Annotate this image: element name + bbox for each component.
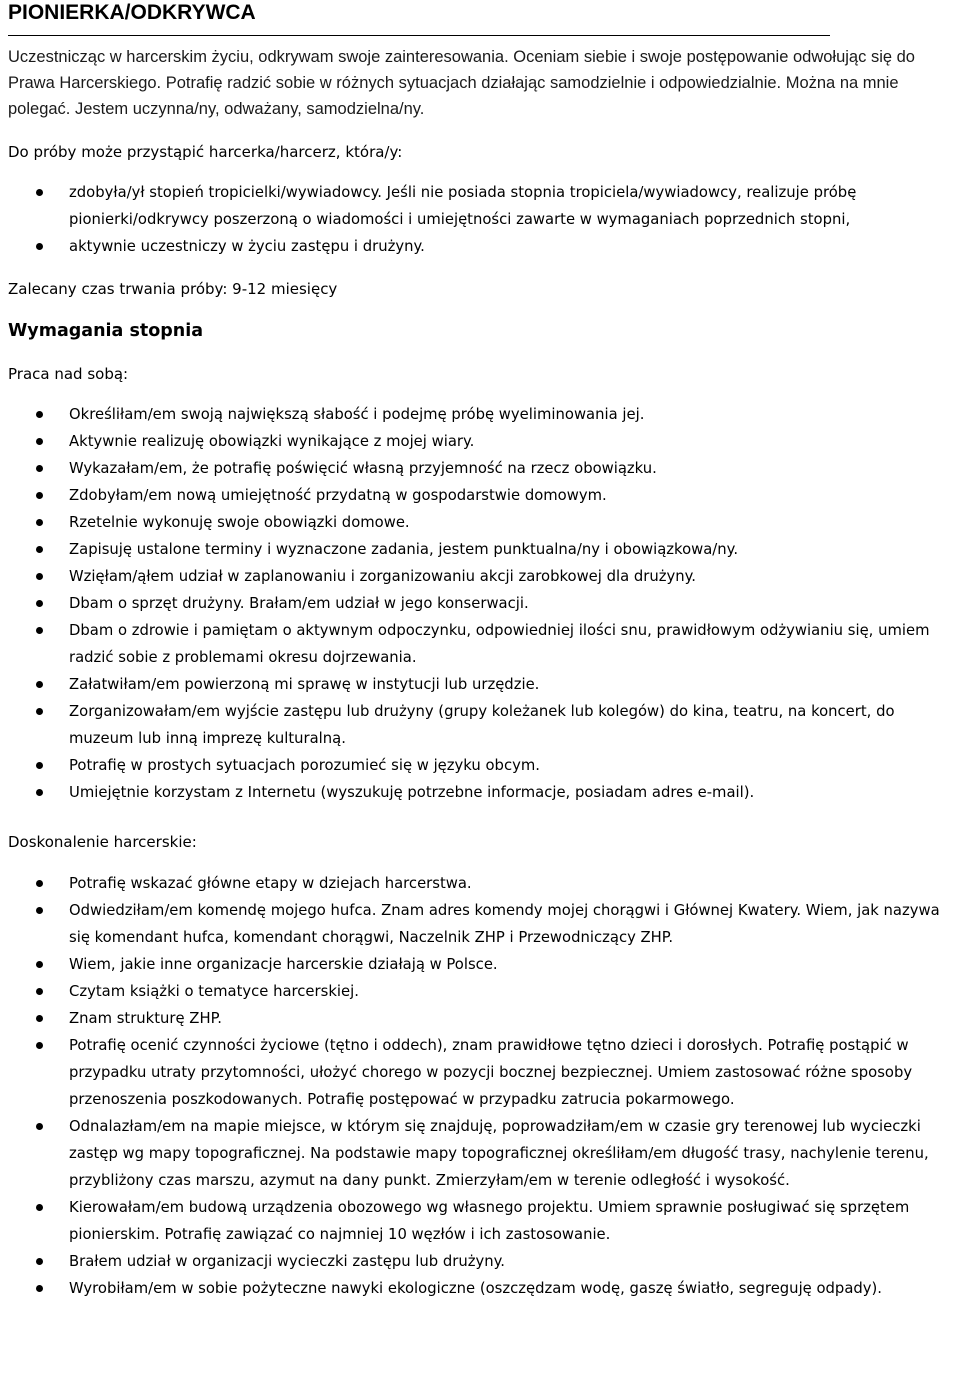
list-item-text: Umiejętnie korzystam z Internetu (wyszukuję potrzebne informacje, posiadam adres e-mail). [69,784,755,801]
list-item-text: Czytam książki o tematyce harcerskiej. [69,983,359,1000]
page-title: PIONIERKA/ODKRYWCA [8,1,256,24]
list-item-text: Aktywnie realizuję obowiązki wynikające z mojej wiary. [69,433,475,450]
eligibility-list [0,179,949,260]
list-item-text: Odwiedziłam/em komendę mojego hufca. Znam adres komendy mojej chorągwi i Głównej Kwatery. Wiem, jak nazywa się komendant hufca, komendant chorągwi, Naczelnik ZHP i Przewodniczący ZHP. [69,902,940,946]
list-item [0,401,949,428]
bullet-icon [36,988,43,995]
list-item [0,779,949,806]
list-item-text: Wyrobiłam/em w sobie pożyteczne nawyki ekologiczne (oszczędzam wodę, gaszę światło, segreguję odpady). [69,1280,883,1297]
bullet-icon [36,573,43,580]
bullet-icon [36,546,43,553]
bullet-icon [36,189,43,196]
list-item-text: Odnalazłam/em na mapie miejsce, w którym się znajduję, poprowadziłam/em w czasie gry terenowej lub wycieczki zastęp wg mapy topograficznej. Na podstawie mapy topograficznej określiłam/em długość trasy, nachylenie terenu, przybliżony czas marszu, azymut na dany punkt. Zmierzyłam/em w terenie odległość i wysokość. [69,1118,929,1189]
bullet-icon [36,1042,43,1049]
scouting-label: Doskonalenie harcerskie: [8,833,197,851]
list-item [0,1005,949,1032]
self-work-list [0,401,949,806]
list-item [0,455,949,482]
title-underline [8,35,830,36]
list-item [0,752,949,779]
requirements-heading: Wymagania stopnia [8,321,204,341]
duration-text: Zalecany czas trwania próby: 9-12 miesięcy [8,280,338,298]
list-item-text: Wykazałam/em, że potrafię poświęcić własną przyjemność na rzecz obowiązku. [69,460,657,477]
list-item-text: Wiem, jakie inne organizacje harcerskie działają w Polsce. [69,956,498,973]
list-item [0,590,949,617]
list-item [0,509,949,536]
list-item [0,698,949,752]
bullet-icon [36,708,43,715]
list-item-text: Zapisuję ustalone terminy i wyznaczone zadania, jestem punktualna/ny i obowiązkowa/ny. [69,541,739,558]
list-item [0,1275,949,1302]
list-item-text: Dbam o sprzęt drużyny. Brałam/em udział w jego konserwacji. [69,595,529,612]
intro-paragraph: Uczestnicząc w harcerskim życiu, odkrywam swoje zainteresowania. Oceniam siebie i swoje postępowanie odwołując się do Prawa Harcerskiego. Potrafię radzić sobie w różnych sytuacjach działając samodzielnie i odpowiedzialnie. Można na mnie polegać. Jestem uczynna/ny, odważany, samodzielna/ny. [8,48,915,118]
list-item-text: Kierowałam/em budową urządzenia obozowego wg własnego projektu. Umiem sprawnie posługiwać się sprzętem pionierskim. Potrafię zawiązać co najmniej 10 węzłów i ich zastosowanie. [69,1199,910,1243]
list-item [0,978,949,1005]
list-item [0,428,949,455]
bullet-icon [36,600,43,607]
list-item-text: aktywnie uczestniczy w życiu zastępu i drużyny. [69,238,425,255]
list-item-text: Potrafię w prostych sytuacjach porozumieć się w języku obcym. [69,757,540,774]
bullet-icon [36,1285,43,1292]
eligibility-label: Do próby może przystąpić harcerka/harcerz, która/y: [8,143,403,161]
list-item [0,617,949,671]
list-item [0,563,949,590]
list-item-text: Zdobyłam/em nową umiejętność przydatną w gospodarstwie domowym. [69,487,607,504]
list-item-text: Rzetelnie wykonuję swoje obowiązki domowe. [69,514,410,531]
list-item-text: Wzięłam/ąłem udział w zaplanowaniu i zorganizowaniu akcji zarobkowej dla drużyny. [69,568,696,585]
bullet-icon [36,907,43,914]
bullet-icon [36,438,43,445]
bullet-icon [36,492,43,499]
scouting-list [0,870,949,1302]
list-item-text: Brałem udział w organizacji wycieczki zastępu lub drużyny. [69,1253,505,1270]
bullet-icon [36,465,43,472]
list-item [0,1113,949,1194]
bullet-icon [36,411,43,418]
list-item [0,179,949,233]
list-item-text: Załatwiłam/em powierzoną mi sprawę w instytucji lub urzędzie. [69,676,540,693]
bullet-icon [36,762,43,769]
list-item [0,1032,949,1113]
list-item-text: Znam strukturę ZHP. [69,1010,222,1027]
bullet-icon [36,681,43,688]
bullet-icon [36,880,43,887]
bullet-icon [36,519,43,526]
list-item [0,233,949,260]
list-item-text: zdobyła/ył stopień tropicielki/wywiadowcy. Jeśli nie posiada stopnia tropiciela/wywiadowcy, realizuje próbę pionierki/odkrywcy poszerzoną o wiadomości i umiejętności zawarte w wymaganiach poprzednich stopni, [69,184,857,228]
bullet-icon [36,789,43,796]
self-work-label: Praca nad sobą: [8,365,129,383]
bullet-icon [36,1204,43,1211]
list-item-text: Dbam o zdrowie i pamiętam o aktywnym odpoczynku, odpowiedniej ilości snu, prawidłowym odżywianiu się, umiem radzić sobie z problemami okresu dojrzewania. [69,622,930,666]
list-item [0,951,949,978]
bullet-icon [36,1258,43,1265]
bullet-icon [36,961,43,968]
bullet-icon [36,1015,43,1022]
list-item-text: Potrafię wskazać główne etapy w dziejach harcerstwa. [69,875,472,892]
bullet-icon [36,627,43,634]
list-item [0,671,949,698]
list-item [0,1194,949,1248]
list-item-text: Zorganizowałam/em wyjście zastępu lub drużyny (grupy koleżanek lub kolegów) do kina, teatru, na koncert, do muzeum lub inną imprezę kulturalną. [69,703,895,747]
list-item [0,870,949,897]
list-item-text: Potrafię ocenić czynności życiowe (tętno i oddech), znam prawidłowe tętno dzieci i dorosłych. Potrafię postąpić w przypadku utraty przytomności, ułożyć chorego w pozycji bocznej bezpiecznej. Umiem zastosować różne sposoby przenoszenia poszkodowanych. Potrafię postępować w przypadku zatrucia pokarmowego. [69,1037,913,1108]
list-item [0,897,949,951]
list-item-text: Określiłam/em swoją największą słabość i podejmę próbę wyeliminowania jej. [69,406,645,423]
list-item [0,482,949,509]
list-item [0,1248,949,1275]
bullet-icon [36,1123,43,1130]
bullet-icon [36,243,43,250]
list-item [0,536,949,563]
